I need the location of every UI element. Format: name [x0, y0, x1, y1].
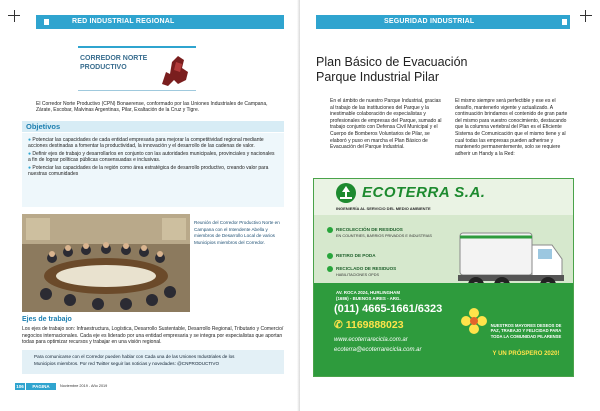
ad-tagline: INGENIERÍA AL SERVICIO DEL MEDIO AMBIENTE — [336, 206, 431, 211]
title-line: Parque Industrial Pilar — [316, 70, 439, 84]
title-line: Plan Básico de Evacuación — [316, 55, 468, 69]
service-title: RECICLADO DE RESIDUOS — [336, 266, 397, 271]
service-bullet-icon — [327, 266, 333, 272]
contact-box — [22, 350, 284, 374]
logo-text — [80, 54, 150, 72]
objective-item — [28, 165, 278, 178]
objectives-box — [22, 133, 284, 207]
logo-rule — [78, 46, 196, 48]
corredor-logo — [78, 46, 196, 92]
logo-line2: PRODUCTIVO — [80, 64, 127, 71]
region-map-icon — [156, 50, 196, 90]
objective-item — [28, 151, 278, 164]
footer-date: Noviembre 2019 - Año 2019 — [60, 384, 108, 388]
contact-line: Municipios miembros. Por red Twitter seguir las noticias y novedades: @CNPRODUCTIVO — [34, 360, 220, 366]
crop-mark — [14, 10, 15, 22]
logo-rule-bottom — [78, 90, 196, 91]
section-bar-mark — [562, 19, 567, 25]
ad-whatsapp — [334, 319, 404, 331]
ecoterra-advertisement — [313, 178, 574, 377]
ad-greeting: NUESTROS MAYORES DESEOS DE PAZ, TRABAJO Y FELICIDAD PARA TODA LA COMUNIDAD PILARENSE — [490, 323, 562, 339]
address-line: (1686) - BUENOS AIRES - ARG. — [336, 295, 401, 301]
ad-website: www.ecoterrarecicla.com.ar — [334, 337, 408, 343]
objective-text: Potenciar las capacidades de cada entidad empresaria para mejorar la competitividad regional mediante acciones destinadas a fomentar la productividad, la innovación y el desarrollo de las cadenas de valor. — [28, 137, 264, 150]
service-item — [336, 227, 446, 239]
objective-text: Potenciar las capacidades de la región como área estratégica de desarrollo productivo, creando valor para nuestras comunidades — [28, 164, 269, 178]
section-label: RED INDUSTRIAL REGIONAL — [72, 18, 175, 25]
article-column: El mismo siempre será perfectible y ese es el desafío, mantenerlo vigente y actualizado. A continuación brindamos el contenido de gran parte del mismo para vuestro conocimiento, destacando que la columna vertebral del Plan es el Eficiente Sistema de Comunicación que el mismo tiene y al cual todas las empresas pueden adherirse y mantenerlo permanentemente, solo se requiere adherir un Handy a la Red: — [455, 98, 568, 157]
contact-line: Para comunicarse con el Corredor pueden hablar con Cada una de las Uniones Industriales de los — [34, 354, 235, 359]
bullet-icon: ● — [28, 164, 33, 171]
ad-new-year: Y UN PRÓSPERO 2020! — [492, 351, 560, 357]
photo-caption: Reunión del Corredor Productivo Norte en Campana con el Intendente Abella y miembros de Desarrollo Local de varios Municipios miembros del Corredor. — [194, 220, 280, 245]
ejes-heading: Ejes de trabajo — [22, 316, 72, 323]
logo-line1: CORREDOR NORTE — [80, 55, 148, 62]
ad-email: ecoterra@ecoterrarecicla.com.ar — [334, 347, 422, 353]
address-line: AV. ROCA 2024, HURLINGHAM — [336, 290, 400, 295]
section-label: SEGURIDAD INDUSTRIAL — [384, 18, 475, 25]
service-title: RETIRO DE PODA — [336, 253, 376, 258]
bullet-icon: ● — [28, 137, 33, 143]
ad-phone: (011) 4665-1661/6323 — [334, 303, 443, 315]
service-bullet-icon — [327, 227, 333, 233]
bullet-icon: ● — [28, 150, 33, 157]
section-bar-mark — [44, 19, 49, 25]
service-item — [336, 253, 446, 259]
page-number: 106 — [16, 383, 24, 389]
flower-icon — [460, 307, 488, 335]
service-bullet-icon — [327, 253, 333, 259]
service-item — [336, 266, 446, 278]
objective-item — [28, 137, 278, 150]
section-bar — [316, 15, 570, 29]
crop-mark — [8, 15, 20, 16]
ejes-paragraph: Los ejes de trabajo son: Infraestructura, Logística, Desarrollo Sustentable, Desarrollo Regional, Tributario y Comercio/ negocios internacionales. Cada eje es liderado por una entidad empresaria y se integra por especialistas que aportan todas para optimizar recursos y trabajar en una visión regional. — [22, 326, 284, 346]
service-title: RECOLECCIÓN DE RESIDUOS — [336, 227, 403, 232]
meeting-photo — [22, 214, 190, 312]
objectives-heading: Objetivos — [22, 121, 284, 132]
recycle-icon — [335, 182, 357, 204]
crop-mark — [585, 10, 586, 22]
right-page — [300, 0, 600, 411]
section-bar — [36, 15, 284, 29]
objective-text: Definir ejes de trabajo y desarrollarlos en conjunto con las autoridades municipales, provinciales y nacionales a fin de lograr políticas públicas consensuadas e inclusivas. — [28, 150, 275, 164]
article-title — [316, 55, 556, 85]
ad-brand: ECOTERRA S.A. — [362, 184, 486, 201]
whatsapp-number: 1169888023 — [345, 319, 404, 331]
article-column: En el ámbito de nuestro Parque Industrial, gracias al trabajo de las instituciones del Parque y la inestimable colaboración de especialistas y profesionales de empresas del Parque, sumado al trabajo conjunto con Defensa Civil Municipal y el Cuerpo de Bomberos Voluntarios de Pilar, se elaboró y puso en marcha el Plan Básico de Evacuación del Parque Industrial. — [330, 98, 442, 151]
whatsapp-icon: ✆ — [334, 319, 346, 331]
ad-address — [336, 290, 401, 301]
footer-brand: PAGINA — [26, 383, 56, 390]
crop-mark — [580, 15, 592, 16]
service-sub: EN COUNTRIES, BARRIOS PRIVADOS E INDUSTRIAS — [336, 234, 432, 238]
service-sub: HABILITACIONES OPDS — [336, 273, 379, 277]
page-footer — [15, 382, 107, 390]
intro-paragraph: El Corredor Norte Productivo (CPN) Bonaerense, conformado por las Uniones Industriales de Campana, Zárate, Escobar, Malvinas Argentinas, Pilar, Exaltación de la Cruz y Tigre. — [36, 101, 268, 114]
